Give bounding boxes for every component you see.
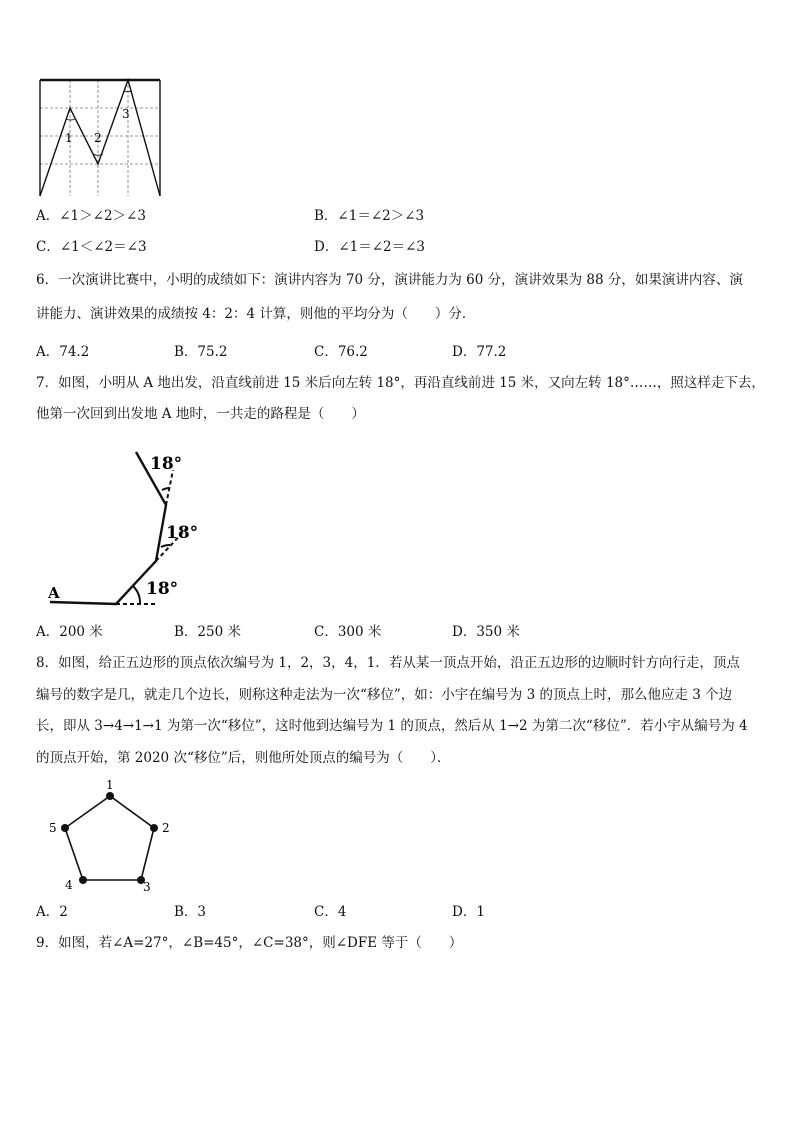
q5-label-1: 1 (65, 131, 73, 145)
q7-option-b: B．250 米 (174, 624, 241, 640)
q7-text-line2: 他第一次回到出发地 A 地时，一共走的路程是（ ） (36, 406, 365, 422)
q5-figure (36, 76, 166, 201)
q5-angle-arc-1 (66, 119, 75, 120)
q9-text-line1: 9．如图，若∠A=27°，∠B=45°，∠C=38°，则∠DFE 等于（ ） (36, 935, 463, 951)
q8-vertex-5 (61, 824, 69, 832)
q6-option-c: C．76.2 (314, 344, 368, 360)
q5-option-d: D．∠1＝∠2＝∠3 (314, 239, 426, 255)
q8-vertex-label-3: 3 (143, 880, 151, 894)
q7-option-c: C．300 米 (314, 624, 382, 640)
q5-option-a: A．∠1＞∠2＞∠3 (36, 208, 146, 224)
q8-text-line1: 8．如图，给正五边形的顶点依次编号为 1，2，3，4，1．若从某一顶点开始，沿正五边形的边顺时针方向行走，顶点 (36, 655, 740, 671)
q8-vertex-2 (150, 824, 158, 832)
q6-option-d: D．77.2 (452, 344, 507, 360)
q8-option-c: C．4 (314, 904, 347, 920)
q8-vertex-label-1: 1 (106, 778, 114, 792)
q5-angle-arc-2 (93, 154, 103, 155)
q8-vertex-4 (79, 876, 87, 884)
q8-vertex-1 (106, 792, 114, 800)
q6-text-line1: 6．一次演讲比赛中，小明的成绩如下：演讲内容为 70 分，演讲能力为 60 分，演讲效果为 88 分，如果演讲内容、演 (36, 272, 743, 288)
q7-point-a-label: A (48, 584, 60, 602)
q7-option-d: D．350 米 (452, 624, 520, 640)
q5-option-b: B．∠1＝∠2＞∠3 (314, 208, 425, 224)
q7-angle-arc-1 (133, 586, 140, 604)
q5-label-2: 2 (94, 131, 102, 145)
q6-text-line2: 讲能力、演讲效果的成绩按 4：2：4 计算，则他的平均分为（ ）分． (36, 306, 476, 322)
q7-figure (40, 448, 210, 613)
q7-angle-label-3: 18° (150, 454, 183, 474)
q7-text-line1: 7．如图，小明从 A 地出发，沿直线前进 15 米后向左转 18°，再沿直线前进 15 米，又向左转 18°……，照这样走下去， (36, 375, 765, 391)
q7-angle-label-1: 18° (146, 579, 179, 599)
q8-text-line2: 编号的数字是几，就走几个边长，则称这种走法为一次“移位”，如：小宇在编号为 3 的顶点上时，那么他应走 3 个边 (36, 687, 733, 703)
q8-pentagon (65, 796, 154, 880)
q8-vertex-label-2: 2 (162, 821, 170, 835)
q6-option-a: A．74.2 (36, 344, 90, 360)
q8-option-b: B．3 (174, 904, 207, 920)
q8-option-a: A．2 (36, 904, 68, 920)
q5-label-3: 3 (122, 107, 130, 121)
q8-vertex-label-5: 5 (49, 821, 57, 835)
q8-option-d: D．1 (452, 904, 485, 920)
q7-option-a: A．200 米 (36, 624, 103, 640)
q7-angle-label-2: 18° (166, 523, 199, 543)
q5-option-c: C．∠1＜∠2＝∠3 (36, 239, 147, 255)
q8-vertex-label-4: 4 (65, 878, 73, 892)
q8-text-line4: 的顶点开始，第 2020 次“移位”后，则他所处顶点的编号为（ ）． (36, 750, 451, 766)
q7-angle-arc-2 (161, 545, 170, 547)
q8-text-line3: 长，即从 3→4→1→1 为第一次“移位”，这时他到达编号为 1 的顶点，然后从 1→2 为第二次“移位”．若小宇从编号为 4 (36, 718, 748, 734)
q8-pentagon-figure (44, 776, 184, 894)
q6-option-b: B．75.2 (174, 344, 228, 360)
